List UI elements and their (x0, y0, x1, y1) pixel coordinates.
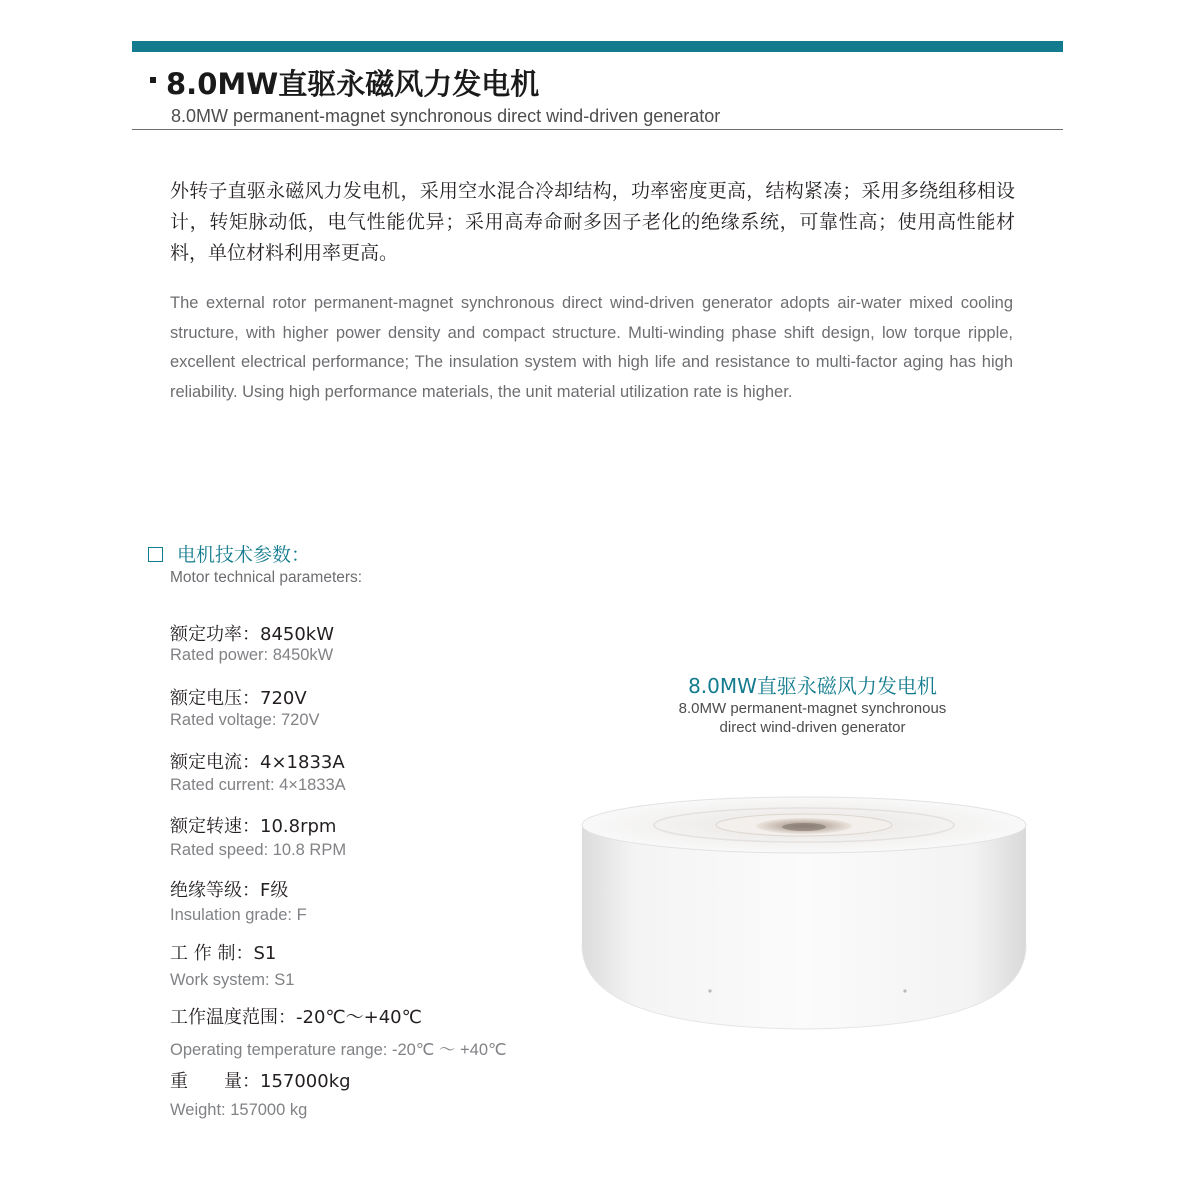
header-accent-bar (132, 41, 1063, 52)
product-caption-zh: 8.0MW直驱永磁风力发电机 (688, 674, 937, 698)
product-caption-en (580, 699, 1045, 737)
param-insulation-zh: 绝缘等级：F级 (170, 880, 289, 901)
page-title-text: 8.0MW直驱永磁风力发电机 (166, 67, 540, 101)
param-rated-speed-en: Rated speed: 10.8 RPM (170, 841, 347, 859)
params-subheading: Motor technical parameters: (170, 569, 363, 586)
param-weight-en: Weight: 157000 kg (170, 1101, 308, 1119)
param-work-system-zh: 工 作 制：S1 (170, 943, 277, 964)
param-work-system-en: Work system: S1 (170, 971, 295, 989)
product-caption-en-line2: direct wind-driven generator (719, 719, 906, 736)
param-rated-speed-zh: 额定转速：10.8rpm (170, 816, 337, 837)
param-rated-current-en: Rated current: 4×1833A (170, 776, 346, 794)
title-divider (132, 129, 1063, 130)
param-rated-voltage-en: Rated voltage: 720V (170, 711, 320, 729)
params-heading (148, 540, 310, 567)
title-bullet-icon (150, 77, 156, 83)
param-insulation-en: Insulation grade: F (170, 906, 307, 924)
description-zh: 外转子直驱永磁风力发电机，采用空水混合冷却结构，功率密度更高，结构紧凑；采用多绕组移相设计，转矩脉动低，电气性能优异；采用高寿命耐多因子老化的绝缘系统，可靠性高；使用高性能材料，单位材料利用率更高。 (170, 180, 1015, 264)
param-rated-power-en: Rated power: 8450kW (170, 646, 334, 664)
product-caption-en-line1: 8.0MW permanent-magnet synchronous (678, 700, 947, 717)
param-rated-power-zh: 额定功率：8450kW (170, 624, 335, 645)
param-temperature-zh: 工作温度范围：-20℃～+40℃ (170, 1007, 422, 1028)
params-heading-text: 电机技术参数： (177, 544, 311, 566)
generator-image (578, 795, 1030, 1037)
checkbox-square-icon (148, 547, 163, 562)
param-rated-current-zh: 额定电流：4×1833A (170, 752, 345, 773)
page-title (150, 62, 539, 103)
description-en: The external rotor permanent-magnet synchronous direct wind-driven generator adopts air-water mixed cooling structure, with higher power density and compact structure. Multi-winding phase shift design, low torque ripple, excellent electrical performance; The insulation system with high life and resistance to multi-factor aging has high reliability. Using high performance materials, the unit material utilization rate is higher. (170, 294, 1013, 401)
param-weight-zh: 重 量：157000kg (170, 1071, 351, 1092)
param-rated-voltage-zh: 额定电压：720V (170, 688, 307, 709)
page-subtitle: 8.0MW permanent-magnet synchronous direct wind-driven generator (171, 106, 721, 126)
param-temperature-en: Operating temperature range: -20℃ ～ +40℃ (170, 1041, 507, 1059)
